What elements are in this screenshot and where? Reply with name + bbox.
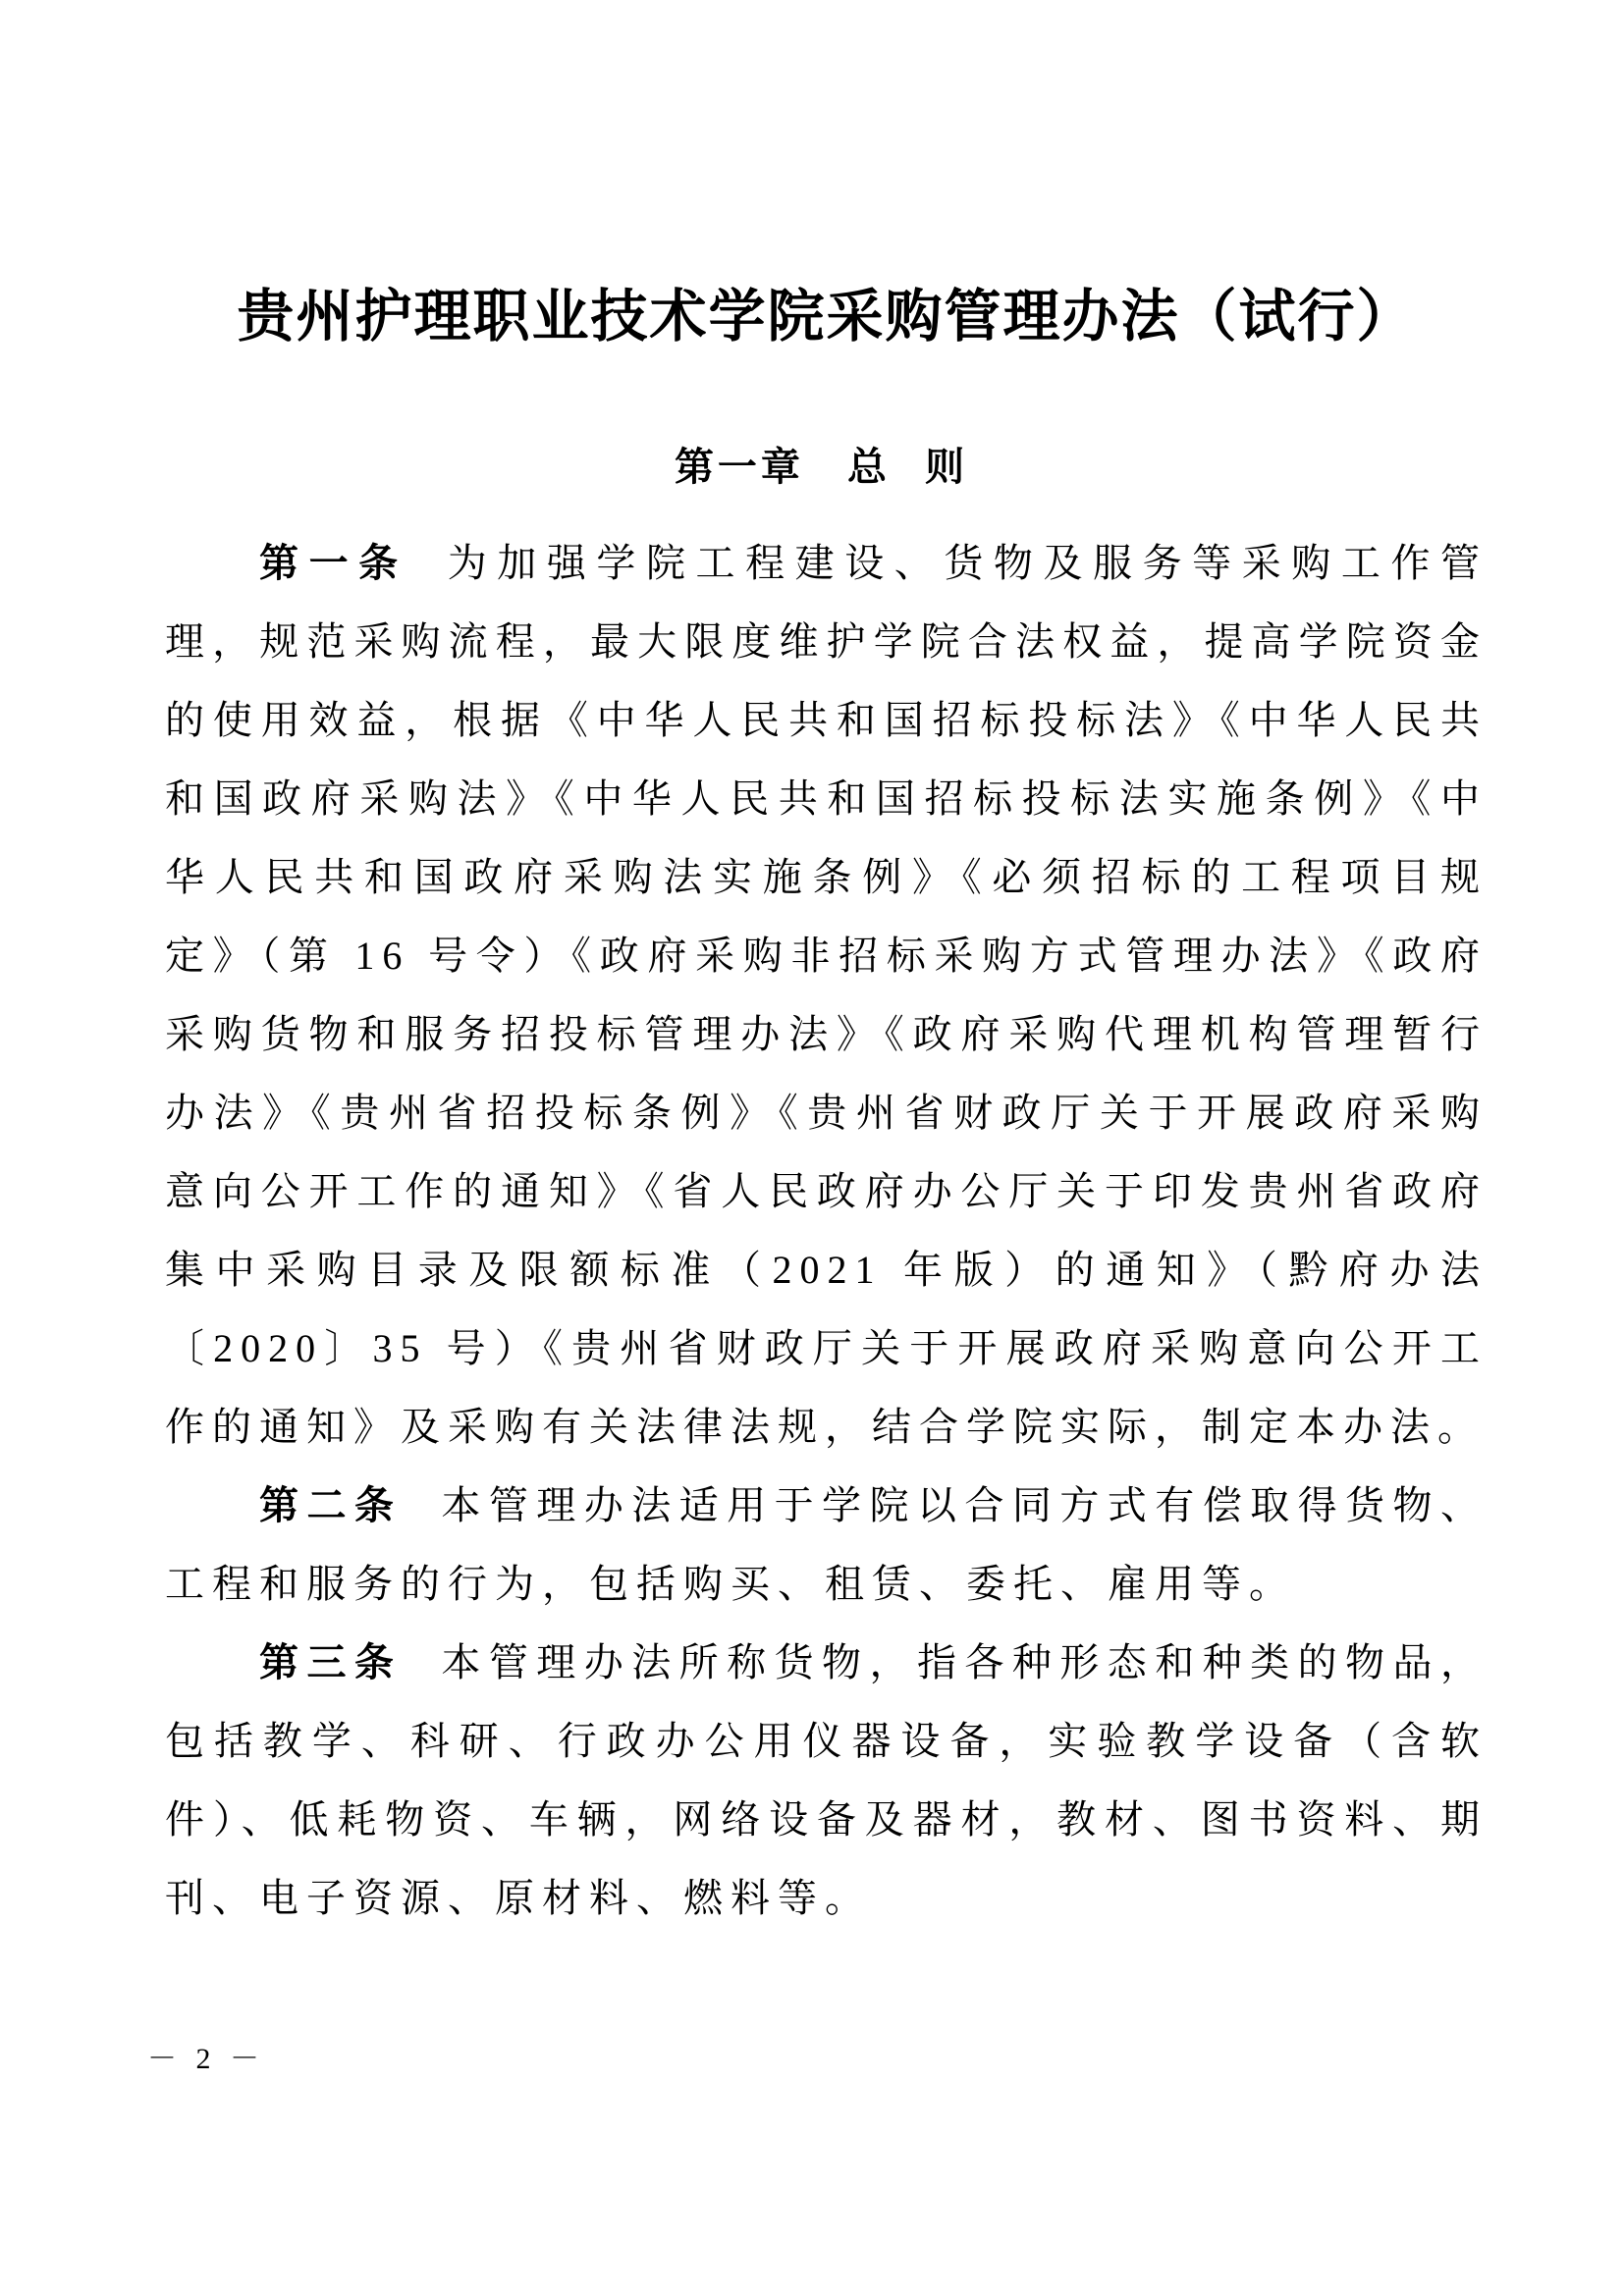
chapter-number: 第一章 (674, 445, 804, 489)
article-3-lead: 第三条 (259, 1639, 403, 1684)
chapter-name: 总 则 (846, 445, 979, 489)
article-2-text: 本管理办法适用于学院以合同方式有偿取得货物、工程和服务的行为，包括购买、租赁、委托、雇用等。 (165, 1482, 1488, 1606)
document-body (165, 524, 1488, 1938)
paragraph-article-2 (165, 1467, 1488, 1624)
article-3-text: 本管理办法所称货物，指各种形态和种类的物品，包括教学、科研、行政办公用仪器设备，实验教学设备（含软件）、低耗物资、车辆，网络设备及器材，教材、图书资料、期刊、电子资源、原材料、燃料等。 (165, 1639, 1488, 1920)
article-2-lead: 第二条 (259, 1482, 403, 1527)
paragraph-article-1 (165, 524, 1488, 1467)
document-content (165, 0, 1488, 1938)
page-number: － 2 － (147, 2043, 265, 2075)
document-title: 贵州护理职业技术学院采购管理办法（试行） (237, 285, 1416, 348)
chapter-heading (165, 442, 1488, 493)
paragraph-article-3 (165, 1624, 1488, 1938)
article-1-lead: 第一条 (259, 540, 408, 585)
article-1-text: 为加强学院工程建设、货物及服务等采购工作管理，规范采购流程，最大限度维护学院合法权益，提高学院资金的使用效益，根据《中华人民共和国招标投标法》《中华人民共和国政府采购法》《中华人民共和国招标投标法实施条例》《中华人民共和国政府采购法实施条例》《必须招标的工程项目规定》（第 16 号令）《政府采购非招标采购方式管理办法》《政府采购货物和服务招投标管理办法》《政府采购代理机构管理暂行办法》《贵州省招投标条例》《贵州省财政厅关于开展政府采购意向公开工作的通知》《省人民政府办公厅关于印发贵州省政府集中采购目录及限额标准（2021 年版）的通知》（黔府办法〔2020〕35 号）《贵州省财政厅关于开展政府采购意向公开工作的通知》及采购有关法律法规，结合学院实际，制定本办法。 (165, 540, 1489, 1449)
